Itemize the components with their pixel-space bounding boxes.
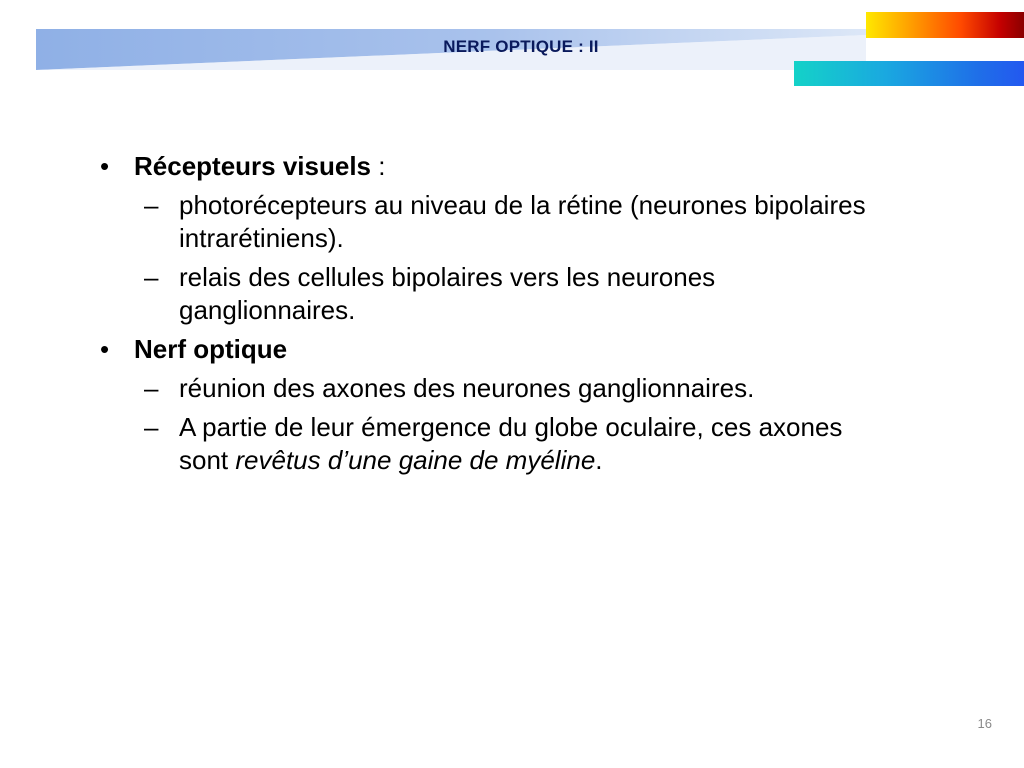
sub-item-emphasis: revêtus d’une gaine de myéline [235, 445, 596, 475]
sub-item-text-end: . [595, 445, 603, 475]
slide-number: 16 [977, 716, 992, 731]
sub-item [96, 372, 896, 405]
accent-bar-cool [794, 61, 1024, 86]
sub-item [96, 189, 896, 255]
bullet-heading-suffix: : [371, 151, 386, 181]
bullet-nerf-optique [96, 333, 896, 366]
dash-marker: – [144, 373, 159, 403]
sub-item [96, 411, 896, 477]
slide-body [96, 150, 896, 483]
bullet-heading: Nerf optique [134, 334, 288, 364]
sub-item-text: réunion des axones des neurones ganglionnaires. [179, 373, 755, 403]
bullet-recepteurs-visuels [96, 150, 896, 183]
dash-marker: – [144, 190, 159, 220]
bullet-marker: • [100, 334, 110, 364]
sub-item-text: relais des cellules bipolaires vers les neurones ganglionnaires. [179, 262, 716, 325]
sub-item-text: A partie de leur émergence du globe oculaire, ces axones sont [179, 412, 843, 475]
slide-title: NERF OPTIQUE : II [443, 37, 599, 56]
sub-item-text: photorécepteurs au niveau de la rétine (neurones bipolaires intrarétiniens). [179, 190, 866, 253]
sub-item [96, 261, 896, 327]
accent-bar-warm [866, 12, 1024, 38]
dash-marker: – [144, 412, 159, 442]
bullet-heading: Récepteurs visuels [134, 151, 372, 181]
bullet-marker: • [100, 151, 110, 181]
dash-marker: – [144, 262, 159, 292]
